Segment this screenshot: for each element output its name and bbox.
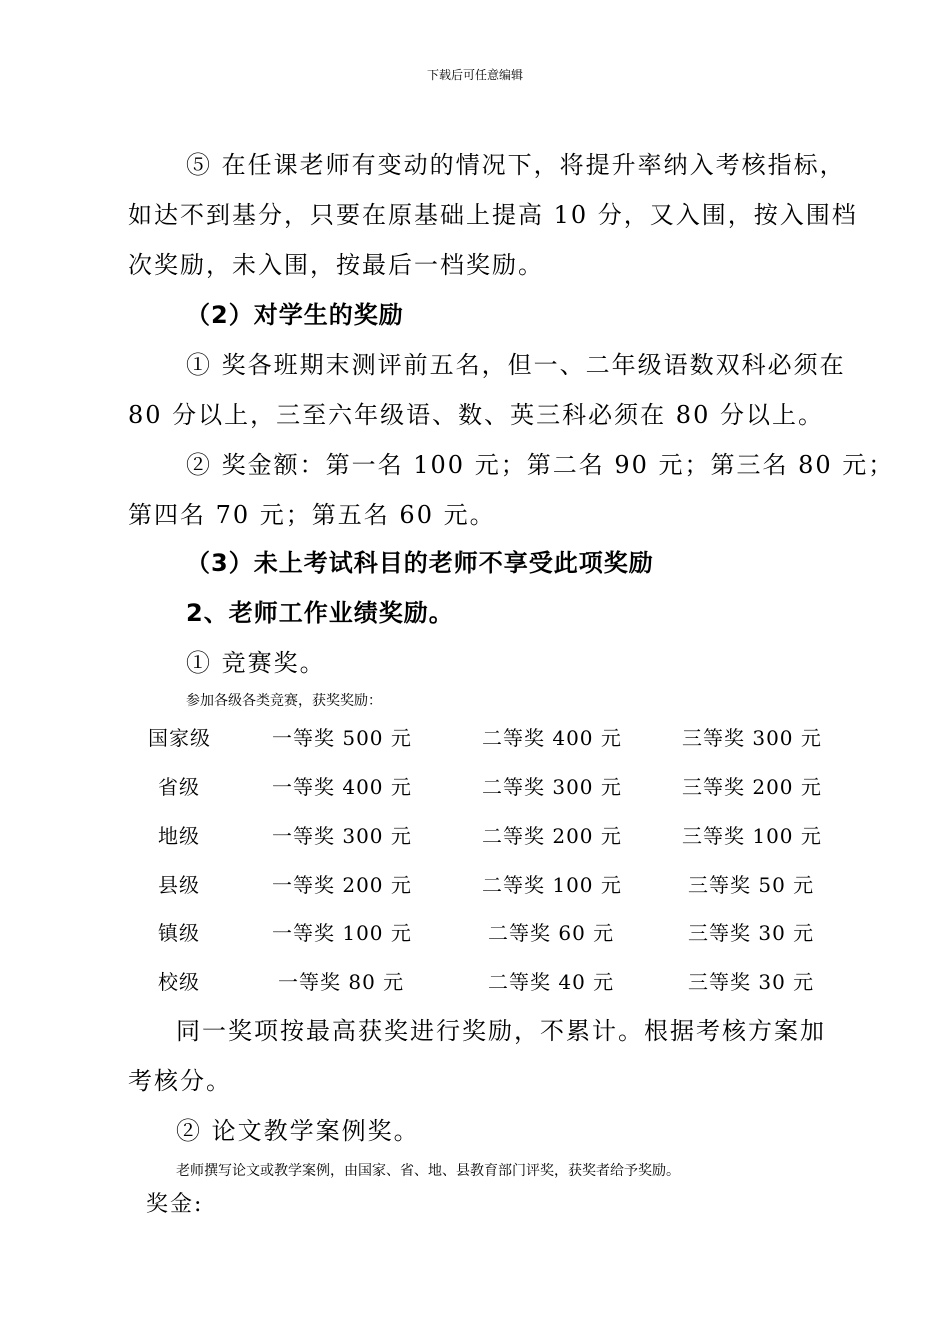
- paragraph-line: 如达不到基分，只要在原基础上提高 10 分，又入围，按入围档: [128, 201, 858, 229]
- table-row: [0, 917, 950, 947]
- award-first: 一等奖 200 元: [272, 873, 412, 897]
- award-level: 县级: [158, 873, 200, 897]
- award-third: 三等奖 200 元: [682, 775, 822, 799]
- award-third: 三等奖 30 元: [688, 921, 815, 945]
- paragraph-line: 第四名 70 元；第五名 60 元。: [128, 501, 496, 529]
- award-second: 二等奖 400 元: [482, 726, 622, 750]
- section-heading: （2）对学生的奖励: [186, 301, 404, 329]
- award-second: 二等奖 300 元: [482, 775, 622, 799]
- award-third: 三等奖 30 元: [688, 970, 815, 994]
- award-level: 国家级: [148, 726, 211, 750]
- table-row: [0, 820, 950, 850]
- paragraph-line: 考核分。: [128, 1067, 232, 1095]
- award-level: 校级: [158, 970, 200, 994]
- paragraph-line: 奖金:: [146, 1192, 204, 1217]
- page-header: 下载后可任意编辑: [426, 68, 523, 82]
- paragraph-line: ① 奖各班期末测评前五名，但一、二年级语数双科必须在: [186, 351, 846, 379]
- award-first: 一等奖 300 元: [272, 824, 412, 848]
- paragraph-line: 次奖励，未入围，按最后一档奖励。: [128, 251, 544, 279]
- paragraph-line: ② 奖金额：第一名 100 元；第二名 90 元；第三名 80 元；: [186, 451, 895, 479]
- table-row: [0, 771, 950, 801]
- section-heading: 2、老师工作业绩奖励。: [186, 599, 454, 627]
- award-level: 地级: [158, 824, 200, 848]
- award-second: 二等奖 40 元: [488, 970, 615, 994]
- award-first: 一等奖 80 元: [278, 970, 405, 994]
- award-second: 二等奖 60 元: [488, 921, 615, 945]
- paragraph-line: 同一奖项按最高获奖进行奖励，不累计。根据考核方案加: [176, 1017, 826, 1045]
- award-third: 三等奖 300 元: [682, 726, 822, 750]
- award-first: 一等奖 100 元: [272, 921, 412, 945]
- paragraph-line: 80 分以上，三至六年级语、数、英三科必须在 80 分以上。: [128, 401, 824, 429]
- award-second: 二等奖 200 元: [482, 824, 622, 848]
- award-third: 三等奖 50 元: [688, 873, 815, 897]
- paragraph-line: ① 竞赛奖。: [186, 649, 326, 677]
- table-row: [0, 869, 950, 899]
- award-first: 一等奖 500 元: [272, 726, 412, 750]
- note-line: 老师撰写论文或教学案例，由国家、省、地、县教育部门评奖，获奖者给予奖励。: [176, 1163, 680, 1179]
- award-second: 二等奖 100 元: [482, 873, 622, 897]
- table-row: [0, 966, 950, 996]
- paragraph-line: ⑤ 在任课老师有变动的情况下，将提升率纳入考核指标，: [186, 151, 846, 179]
- note-line: 参加各级各类竞赛，获奖奖励：: [186, 693, 382, 709]
- paragraph-line: ② 论文教学案例奖。: [176, 1117, 420, 1145]
- award-third: 三等奖 100 元: [682, 824, 822, 848]
- award-level: 省级: [158, 775, 200, 799]
- section-heading: （3）未上考试科目的老师不享受此项奖励: [186, 549, 654, 577]
- award-level: 镇级: [158, 921, 200, 945]
- award-first: 一等奖 400 元: [272, 775, 412, 799]
- table-row: [0, 722, 950, 752]
